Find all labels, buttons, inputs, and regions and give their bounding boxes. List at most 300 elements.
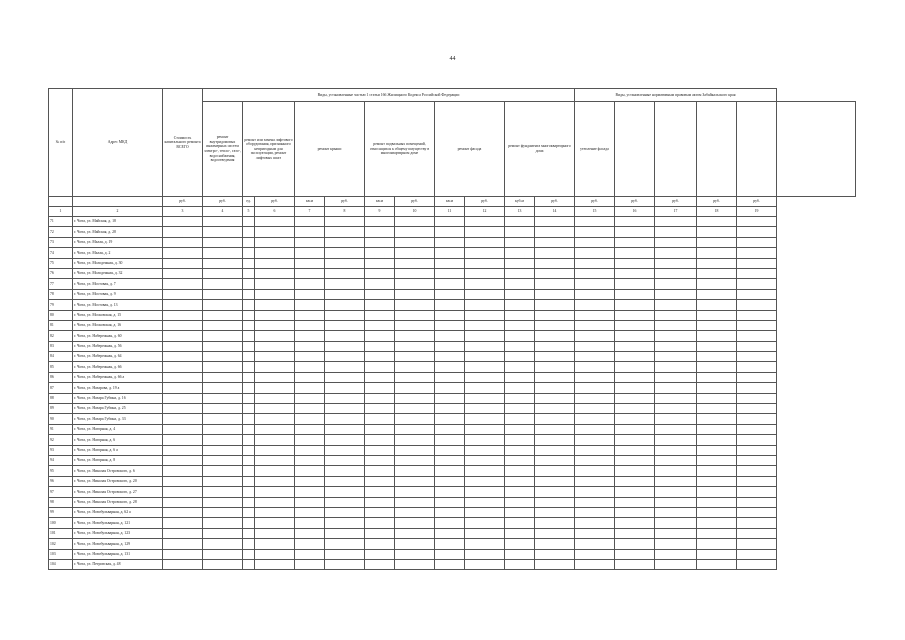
value-cell — [505, 258, 535, 268]
value-cell — [295, 372, 325, 382]
value-cell — [255, 476, 295, 486]
value-cell — [465, 320, 505, 330]
total-cost-cell — [163, 268, 203, 278]
value-cell — [615, 497, 655, 507]
value-cell — [575, 559, 615, 569]
value-cell — [395, 539, 435, 549]
value-cell — [465, 341, 505, 351]
value-cell — [465, 435, 505, 445]
value-cell — [615, 362, 655, 372]
value-cell — [737, 352, 777, 362]
column-number-cell-12: 12 — [465, 207, 505, 217]
value-cell — [395, 497, 435, 507]
value-cell — [535, 487, 575, 497]
value-cell — [575, 476, 615, 486]
value-cell — [505, 476, 535, 486]
total-cost-cell — [163, 466, 203, 476]
table-row — [49, 362, 856, 372]
value-cell — [243, 227, 255, 237]
value-cell — [243, 455, 255, 465]
units-row — [49, 197, 856, 207]
table-row — [49, 518, 856, 528]
value-cell — [465, 507, 505, 517]
value-cell — [255, 320, 295, 330]
value-cell — [505, 497, 535, 507]
value-cell — [295, 414, 325, 424]
value-cell — [465, 393, 505, 403]
total-cost-cell — [163, 289, 203, 299]
value-cell — [737, 258, 777, 268]
value-cell — [575, 352, 615, 362]
value-cell — [255, 549, 295, 559]
value-cell — [395, 549, 435, 559]
value-cell — [295, 539, 325, 549]
total-cost-cell — [163, 424, 203, 434]
value-cell — [295, 455, 325, 465]
value-cell — [575, 227, 615, 237]
column-number-cell-11: 11 — [435, 207, 465, 217]
row-number-cell: 95 — [49, 466, 73, 476]
value-cell — [325, 393, 365, 403]
value-cell — [535, 539, 575, 549]
value-cell — [697, 549, 737, 559]
value-cell — [325, 539, 365, 549]
value-cell — [697, 455, 737, 465]
value-cell — [325, 528, 365, 538]
table-row — [49, 310, 856, 320]
value-cell — [255, 227, 295, 237]
value-cell — [737, 487, 777, 497]
value-cell — [243, 217, 255, 227]
value-cell — [243, 372, 255, 382]
value-cell — [365, 393, 395, 403]
total-cost-cell — [163, 393, 203, 403]
value-cell — [535, 549, 575, 559]
table-row — [49, 445, 856, 455]
table-row — [49, 383, 856, 393]
value-cell — [505, 414, 535, 424]
row-number-cell: 103 — [49, 549, 73, 559]
row-number-cell: 92 — [49, 435, 73, 445]
unit-cell-6: руб. — [255, 197, 295, 207]
address-cell: г. Чита, ул. Малая, д. 2 — [73, 248, 163, 258]
value-cell — [575, 414, 615, 424]
row-number-cell: 94 — [49, 455, 73, 465]
systems-cost-cell — [203, 352, 243, 362]
unit-cell-17: руб. — [655, 197, 697, 207]
value-cell — [535, 414, 575, 424]
row-number-cell: 80 — [49, 310, 73, 320]
value-cell — [737, 435, 777, 445]
value-cell — [575, 424, 615, 434]
value-cell — [575, 518, 615, 528]
header-no: № п/п — [49, 89, 73, 197]
value-cell — [655, 414, 697, 424]
value-cell — [575, 383, 615, 393]
value-cell — [255, 559, 295, 569]
value-cell — [325, 300, 365, 310]
value-cell — [435, 258, 465, 268]
value-cell — [325, 383, 365, 393]
value-cell — [535, 372, 575, 382]
value-cell — [365, 248, 395, 258]
total-cost-cell — [163, 331, 203, 341]
column-number-cell-16: 16 — [615, 207, 655, 217]
value-cell — [243, 268, 255, 278]
value-cell — [655, 466, 697, 476]
column-number-cell-14: 14 — [535, 207, 575, 217]
value-cell — [737, 549, 777, 559]
value-cell — [465, 497, 505, 507]
header-group-housing-code: Виды, установленные частью 1 статьи 166 Жилищного Кодекса Российской Федерации — [203, 89, 575, 102]
value-cell — [505, 320, 535, 330]
value-cell — [655, 435, 697, 445]
header-facade: ремонт фасада — [435, 102, 505, 197]
value-cell — [575, 404, 615, 414]
table-row — [49, 487, 856, 497]
unit-cell-10: руб. — [395, 197, 435, 207]
row-number-cell: 91 — [49, 424, 73, 434]
value-cell — [295, 352, 325, 362]
systems-cost-cell — [203, 528, 243, 538]
value-cell — [295, 497, 325, 507]
value-cell — [615, 331, 655, 341]
value-cell — [575, 258, 615, 268]
value-cell — [697, 372, 737, 382]
systems-cost-cell — [203, 497, 243, 507]
value-cell — [655, 258, 697, 268]
value-cell — [365, 445, 395, 455]
row-number-cell: 87 — [49, 383, 73, 393]
total-cost-cell — [163, 372, 203, 382]
value-cell — [435, 466, 465, 476]
value-cell — [435, 331, 465, 341]
address-cell: г. Чита, ул. Николая Островского, д. 20 — [73, 476, 163, 486]
value-cell — [255, 518, 295, 528]
value-cell — [505, 435, 535, 445]
value-cell — [737, 227, 777, 237]
value-cell — [365, 466, 395, 476]
value-cell — [465, 248, 505, 258]
total-cost-cell — [163, 487, 203, 497]
value-cell — [615, 383, 655, 393]
table-row — [49, 289, 856, 299]
value-cell — [535, 268, 575, 278]
address-cell: г. Чита, ул. Нагорная, д. 6 а — [73, 445, 163, 455]
systems-cost-cell — [203, 518, 243, 528]
value-cell — [505, 466, 535, 476]
value-cell — [737, 466, 777, 476]
value-cell — [255, 435, 295, 445]
value-cell — [435, 476, 465, 486]
value-cell — [655, 268, 697, 278]
value-cell — [697, 507, 737, 517]
value-cell — [395, 476, 435, 486]
value-cell — [465, 539, 505, 549]
row-number-cell: 84 — [49, 352, 73, 362]
value-cell — [325, 227, 365, 237]
header-regional-4 — [737, 102, 777, 197]
address-cell: г. Чита, ул. Новобульварная, д. 131 — [73, 549, 163, 559]
value-cell — [737, 341, 777, 351]
value-cell — [465, 258, 505, 268]
address-cell: г. Чита, ул. Новобульварная, д. 129 — [73, 539, 163, 549]
value-cell — [255, 341, 295, 351]
value-cell — [505, 539, 535, 549]
address-cell: г. Чита, ул. Молодежная, д. 32 — [73, 268, 163, 278]
value-cell — [243, 404, 255, 414]
value-cell — [255, 300, 295, 310]
value-cell — [295, 435, 325, 445]
value-cell — [655, 300, 697, 310]
value-cell — [655, 539, 697, 549]
value-cell — [325, 507, 365, 517]
value-cell — [435, 352, 465, 362]
value-cell — [435, 217, 465, 227]
value-cell — [697, 476, 737, 486]
value-cell — [435, 497, 465, 507]
row-number-cell: 76 — [49, 268, 73, 278]
table-row — [49, 393, 856, 403]
address-cell: г. Чита, ул. Назарова, д. 19 а — [73, 383, 163, 393]
value-cell — [737, 414, 777, 424]
value-cell — [505, 300, 535, 310]
value-cell — [255, 507, 295, 517]
value-cell — [575, 279, 615, 289]
value-cell — [535, 424, 575, 434]
value-cell — [365, 487, 395, 497]
value-cell — [615, 372, 655, 382]
value-cell — [655, 528, 697, 538]
value-cell — [255, 497, 295, 507]
value-cell — [615, 279, 655, 289]
unit-cell-15: руб. — [575, 197, 615, 207]
column-number-cell-18: 18 — [697, 207, 737, 217]
value-cell — [325, 455, 365, 465]
value-cell — [697, 352, 737, 362]
value-cell — [435, 539, 465, 549]
value-cell — [255, 528, 295, 538]
value-cell — [325, 518, 365, 528]
value-cell — [505, 217, 535, 227]
value-cell — [365, 435, 395, 445]
address-cell: г. Чита, ул. Малая, д. 19 — [73, 237, 163, 247]
row-number-cell: 98 — [49, 497, 73, 507]
value-cell — [395, 300, 435, 310]
address-cell: г. Чита, ул. Новобульварная, д. 123 — [73, 528, 163, 538]
table-row — [49, 424, 856, 434]
value-cell — [655, 445, 697, 455]
total-cost-cell — [163, 435, 203, 445]
value-cell — [365, 237, 395, 247]
value-cell — [697, 320, 737, 330]
value-cell — [535, 559, 575, 569]
total-cost-cell — [163, 320, 203, 330]
address-cell: г. Чита, ул. Назара Губина, д. 25 — [73, 404, 163, 414]
table-row — [49, 217, 856, 227]
value-cell — [737, 383, 777, 393]
value-cell — [395, 528, 435, 538]
value-cell — [737, 310, 777, 320]
value-cell — [615, 404, 655, 414]
value-cell — [575, 217, 615, 227]
value-cell — [505, 341, 535, 351]
value-cell — [697, 258, 737, 268]
value-cell — [615, 352, 655, 362]
value-cell — [465, 362, 505, 372]
unit-cell-18: руб. — [697, 197, 737, 207]
value-cell — [295, 279, 325, 289]
header-regional-3 — [697, 102, 737, 197]
value-cell — [615, 414, 655, 424]
value-cell — [697, 518, 737, 528]
value-cell — [395, 217, 435, 227]
value-cell — [395, 258, 435, 268]
row-number-cell: 100 — [49, 518, 73, 528]
header-basement: ремонт подвальных помещений, относящихся к общему имуществу в многоквартирном доме — [365, 102, 435, 197]
total-cost-cell — [163, 300, 203, 310]
table-row — [49, 435, 856, 445]
value-cell — [575, 362, 615, 372]
value-cell — [395, 424, 435, 434]
value-cell — [697, 445, 737, 455]
value-cell — [365, 383, 395, 393]
systems-cost-cell — [203, 258, 243, 268]
value-cell — [575, 507, 615, 517]
value-cell — [737, 404, 777, 414]
value-cell — [737, 528, 777, 538]
row-number-cell: 77 — [49, 279, 73, 289]
value-cell — [395, 341, 435, 351]
systems-cost-cell — [203, 404, 243, 414]
systems-cost-cell — [203, 487, 243, 497]
value-cell — [295, 362, 325, 372]
table-row — [49, 466, 856, 476]
value-cell — [575, 300, 615, 310]
value-cell — [575, 372, 615, 382]
value-cell — [325, 414, 365, 424]
value-cell — [435, 383, 465, 393]
value-cell — [243, 539, 255, 549]
value-cell — [365, 414, 395, 424]
column-number-cell-4: 4 — [203, 207, 243, 217]
value-cell — [465, 414, 505, 424]
unit-cell-12: руб. — [465, 197, 505, 207]
value-cell — [655, 372, 697, 382]
row-number-cell: 89 — [49, 404, 73, 414]
systems-cost-cell — [203, 341, 243, 351]
systems-cost-cell — [203, 414, 243, 424]
value-cell — [465, 487, 505, 497]
address-cell: г. Чита, ул. Назара Губина, д. 33 — [73, 414, 163, 424]
value-cell — [295, 258, 325, 268]
systems-cost-cell — [203, 237, 243, 247]
row-number-cell: 78 — [49, 289, 73, 299]
total-cost-cell — [163, 445, 203, 455]
systems-cost-cell — [203, 466, 243, 476]
value-cell — [435, 414, 465, 424]
table-row — [49, 320, 856, 330]
header-address: Адрес МКД — [73, 89, 163, 197]
value-cell — [255, 268, 295, 278]
value-cell — [255, 258, 295, 268]
value-cell — [697, 466, 737, 476]
value-cell — [325, 362, 365, 372]
value-cell — [697, 539, 737, 549]
row-number-cell: 83 — [49, 341, 73, 351]
value-cell — [395, 435, 435, 445]
value-cell — [737, 248, 777, 258]
value-cell — [505, 237, 535, 247]
value-cell — [243, 362, 255, 372]
table-row — [49, 507, 856, 517]
value-cell — [365, 507, 395, 517]
unit-cell-1 — [49, 197, 73, 207]
value-cell — [465, 217, 505, 227]
unit-cell-11: кв.м — [435, 197, 465, 207]
value-cell — [697, 424, 737, 434]
value-cell — [655, 289, 697, 299]
table-row — [49, 497, 856, 507]
value-cell — [255, 362, 295, 372]
address-cell: г. Чита, ул. Майская, д. 18 — [73, 217, 163, 227]
value-cell — [295, 237, 325, 247]
table-row — [49, 268, 856, 278]
value-cell — [243, 341, 255, 351]
value-cell — [295, 300, 325, 310]
row-number-cell: 79 — [49, 300, 73, 310]
value-cell — [243, 518, 255, 528]
value-cell — [365, 539, 395, 549]
value-cell — [365, 331, 395, 341]
header-warming: утепление фасада — [575, 102, 615, 197]
value-cell — [575, 435, 615, 445]
address-cell: г. Чита, ул. Московская, д. 16 — [73, 320, 163, 330]
value-cell — [737, 476, 777, 486]
table-row — [49, 331, 856, 341]
address-cell: г. Чита, ул. Мостовая, д. 13 — [73, 300, 163, 310]
value-cell — [615, 268, 655, 278]
value-cell — [505, 383, 535, 393]
total-cost-cell — [163, 539, 203, 549]
value-cell — [435, 362, 465, 372]
value-cell — [737, 268, 777, 278]
value-cell — [615, 487, 655, 497]
value-cell — [655, 227, 697, 237]
unit-cell-9: кв.м — [365, 197, 395, 207]
value-cell — [435, 393, 465, 403]
value-cell — [255, 352, 295, 362]
value-cell — [697, 497, 737, 507]
value-cell — [655, 559, 697, 569]
value-cell — [255, 331, 295, 341]
unit-cell-4: руб. — [203, 197, 243, 207]
value-cell — [295, 227, 325, 237]
unit-cell-5: ед. — [243, 197, 255, 207]
value-cell — [575, 268, 615, 278]
table-row — [49, 258, 856, 268]
systems-cost-cell — [203, 455, 243, 465]
row-number-cell: 102 — [49, 539, 73, 549]
value-cell — [325, 268, 365, 278]
column-number-cell-2: 2 — [73, 207, 163, 217]
value-cell — [697, 383, 737, 393]
value-cell — [395, 289, 435, 299]
value-cell — [395, 393, 435, 403]
value-cell — [465, 528, 505, 538]
table-row — [49, 528, 856, 538]
systems-cost-cell — [203, 362, 243, 372]
